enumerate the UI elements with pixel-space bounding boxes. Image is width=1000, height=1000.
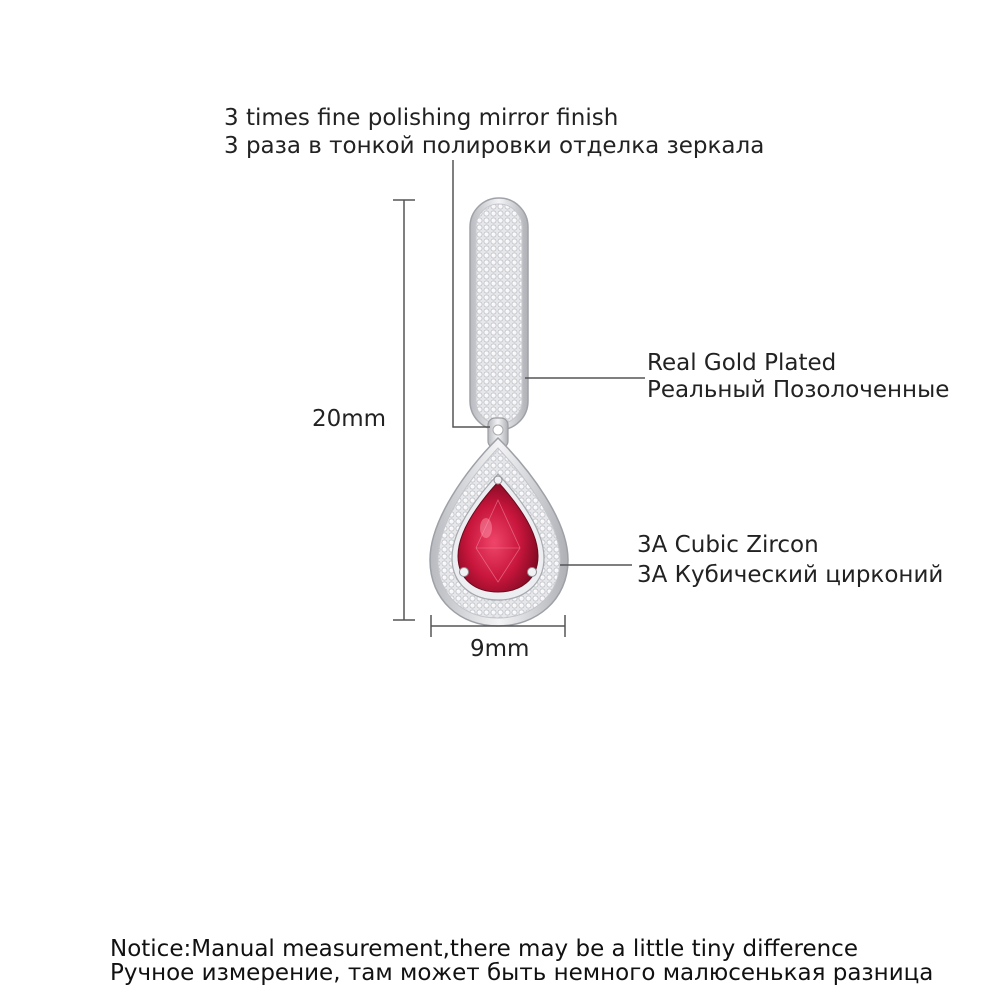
notice-text-ru: Ручное измерение, там может быть немного малюсенькая разница — [110, 960, 934, 986]
width-dimension-label: 9mm — [470, 636, 530, 662]
earring-hoop — [470, 198, 528, 430]
height-dimension-label: 20mm — [312, 406, 387, 432]
plating-callout-en: Real Gold Plated — [647, 350, 837, 376]
notice-text-en: Notice:Manual measurement,there may be a little tiny difference — [110, 936, 858, 962]
prong — [460, 568, 469, 577]
prong — [494, 476, 502, 484]
height-dimension-line — [393, 200, 415, 620]
plating-callout-ru: Реальный Позолоченные — [647, 377, 950, 403]
stone-callout-ru: 3A Кубический цирконий — [637, 562, 944, 588]
polish-callout-ru: 3 раза в тонкой полировки отделка зеркала — [224, 133, 765, 159]
polish-callout-en: 3 times fine polishing mirror finish — [224, 105, 619, 131]
earring-pendant — [430, 438, 568, 626]
prong — [528, 568, 537, 577]
stone-callout-en: 3A Cubic Zircon — [637, 532, 819, 558]
